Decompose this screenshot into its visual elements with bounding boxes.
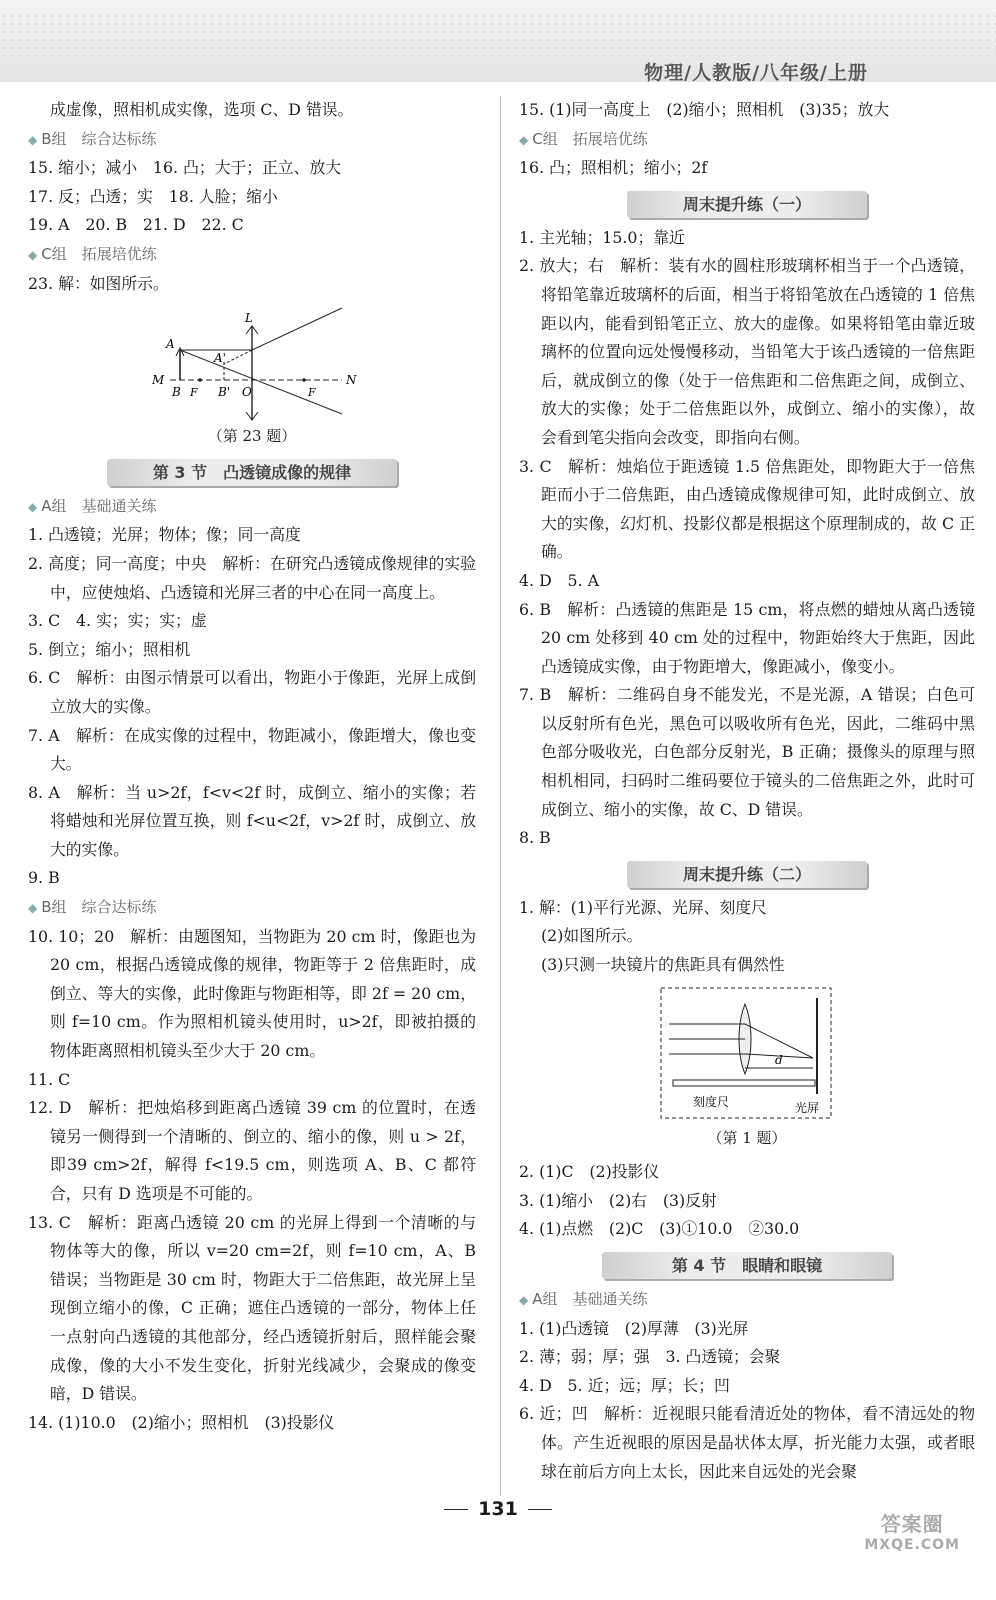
answer-line: 4. D 5. 近；远；厚；长；凹 [519,1375,730,1395]
answer-line: 2. 高度；同一高度；中央 解析：在研究凸透镜成像规律的实验中，应使烛焰、凸透镜和光屏三者的中心在同一高度上。 [28,553,476,602]
group-heading: ◆ B组 综合达标练 [28,129,157,148]
fig-label: B [172,385,181,400]
answer-line: 1. 解：(1)平行光源、光屏、刻度尺 [519,897,767,917]
answer-line: 3. C 解析：烛焰位于距透镜 1.5 倍焦距处，即物距大于一倍焦距而小于二倍焦距，由凸透镜成像规律可知，此时成倒立、放大的实像，幻灯机、投影仪都是根据这个原理制成的，故 C 正确。 [519,456,975,562]
fig-label: F [308,386,316,400]
group-heading: ◆ A组 基础通关练 [28,496,157,515]
figure-caption: （第 23 题） [207,427,297,446]
diamond-icon: ◆ [519,1293,529,1307]
ray-backextension [224,350,252,364]
fig-label: F [190,386,198,400]
fig-label: O [242,385,252,400]
fig-label: A [166,337,175,352]
fig-label: B' [218,385,231,400]
ruler-shape [673,1080,815,1086]
answer-line: 12. D 解析：把烛焰移到距离凸透镜 39 cm 的位置时，在透镜另一侧得到一个清晰的、倒立的、缩小的像，则 u > 2f，即39 cm>2f，解得 f<19.5 cm，则选项 A、B、C 都符合，只有 D 选项是不可能的。 [28,1098,476,1203]
answer-line: 6. C 解析：由图示情景可以看出，物距小于像距，光屏上成倒立放大的实像。 [28,668,476,716]
diamond-icon: ◆ [519,132,529,147]
figure-1-focal-setup [657,984,837,1124]
answer-line: 7. A 解析：在成实像的过程中，物距减小，像距增大，像也变大。 [28,725,476,774]
fig-label: 刻度尺 [693,1094,730,1109]
answer-line: 16. 凸；照相机；缩小；2f [519,158,708,178]
answer-line: 2. (1)C (2)投影仪 [519,1162,660,1182]
answer-line: 11. C [28,1069,71,1089]
left-column [28,96,476,1437]
fig-label: M [152,373,165,388]
answer-line: 6. 近；凹 解析：近视眼只能看清近处的物体，看不清远处的物体。产生近视眼的原因是晶状体太厚，折光能力太强，或者眼球在前后方向上太长，因此来自远处的光会聚 [519,1404,975,1481]
header-dot-pattern [0,12,996,56]
figure-caption: （第 1 题） [707,1128,787,1147]
group-heading: ◆ C组 拓展培优练 [28,244,157,263]
fig-label: L [245,311,253,326]
answer-line: 3. C 4. 实；实；实；虚 [28,611,207,631]
group-heading: ◆ C组 拓展培优练 [519,129,648,148]
answer-line: 13. C 解析：距离凸透镜 20 cm 的光屏上得到一个清晰的与物体等大的像，所以 v=20 cm=2f，则 f=10 cm，A、B 错误；当物距是 30 cm 时，物距大于二倍焦距，故光屏上呈现倒立缩小的像，C 正确；遮住凸透镜的一部分，物体上任一点射向凸透镜的其他部分，经凸透镜折射后，照样能会聚成像，像的大小不发生变化，折射光线减少，会聚成的像变暗，D 错误。 [28,1212,476,1404]
answer-line: 成虚像，照相机成实像，选项 C、D 错误。 [50,100,354,119]
answer-line: 8. B [519,828,551,848]
watermark: 答案圈 MXQE.COM [864,1512,960,1553]
answer-line: 4. D 5. A [519,570,600,590]
dash-left [444,1509,468,1510]
section-heading: 周末提升练（二） [627,861,867,888]
answer-line: 19. A 20. B 21. D 22. C [28,215,244,235]
group-heading: ◆ A组 基础通关练 [519,1290,648,1308]
fig-label: d [775,1052,783,1067]
answer-line: (3)只测一块镜片的焦距具有偶然性 [541,955,785,975]
figure-23-lens-diagram [142,302,362,422]
answer-line: 4. (1)点燃 (2)C (3)①10.0 ②30.0 [519,1219,800,1239]
focal-point [198,378,202,382]
answer-line: 14. (1)10.0 (2)缩小；照相机 (3)投影仪 [28,1412,335,1432]
answer-line: 10. 10；20 解析：由题图知，当物距为 20 cm 时，像距也为 20 cm，根据凸透镜成像的规律，物距等于 2 倍焦距时，成倒立、等大的实像，此时像距与物距相等，即 2f = 20 cm，则 f=10 cm。作为照相机镜头使用时，u>2f，即被拍摄的物体距离照相机镜头至少大于 20 cm。 [28,926,476,1061]
dash-right [528,1509,552,1510]
answer-line: 9. B [28,868,60,888]
group-heading: ◆ B组 综合达标练 [28,898,157,917]
focal-point [302,378,306,382]
answer-line: 1. 主光轴；15.0；靠近 [519,227,685,247]
column-divider [500,96,501,1496]
book-title: 物理/人教版/八年级/上册 [644,62,868,84]
section-heading: 第 4 节 眼睛和眼镜 [602,1252,892,1279]
page-number: 131 [0,1498,996,1520]
answer-line: 5. 倒立；缩小；照相机 [28,639,191,659]
answer-line: 2. 薄；弱；厚；强 3. 凸透镜；会聚 [519,1347,781,1367]
fig-label: 光屏 [795,1100,820,1115]
diamond-icon: ◆ [28,247,38,262]
answer-line: 1. 凸透镜；光屏；物体；像；同一高度 [28,525,301,545]
answer-line: 1. (1)凸透镜 (2)厚薄 (3)光屏 [519,1318,749,1338]
answer-line: 3. (1)缩小 (2)右 (3)反射 [519,1190,717,1210]
diamond-icon: ◆ [28,901,38,916]
fig-label: N [346,373,357,388]
section-heading: 第 3 节 凸透镜成像的规律 [107,459,397,486]
answer-line: 23. 解：如图所示。 [28,273,169,293]
right-column [519,96,975,1486]
answer-line: 15. 缩小；减小 16. 凸；大于；正立、放大 [28,158,342,178]
diamond-icon: ◆ [28,132,38,147]
section-heading: 周末提升练（一） [627,191,867,218]
diamond-icon: ◆ [28,499,38,514]
ray-center [180,350,342,414]
answer-line: 7. B 解析：二维码自身不能发光，不是光源，A 错误；白色可以反射所有色光，黑色可以吸收所有色光，因此，二维码中黑色部分吸收光，白色部分反射光，B 正确；摄像头的原理与照相机相同，扫码时二维码要位于镜头的二倍焦距之外，此时可成倒立、缩小的实像，故 C、D 错误。 [519,685,975,819]
ray-refracted [252,308,342,350]
answer-line: 15. (1)同一高度上 (2)缩小；照相机 (3)35；放大 [519,100,890,119]
answer-line: 17. 反；凸透；实 18. 人脸；缩小 [28,186,278,206]
answer-line: 6. B 解析：凸透镜的焦距是 15 cm，将点燃的蜡烛从离凸透镜20 cm 处移到 40 cm 处的过程中，物距始终大于焦距，因此凸透镜成实像，由于物距增大，像距减小，像变小。 [519,599,975,676]
answer-line: (2)如图所示。 [541,926,643,946]
answer-line: 2. 放大；右 解析：装有水的圆柱形玻璃杯相当于一个凸透镜，将铅笔靠近玻璃杯的后面，相当于将铅笔放在凸透镜的 1 倍焦距以内，能看到铅笔正立、放大的虚像。如果将铅笔由靠近玻璃杯的位置向远处慢慢移动，当铅笔大于该凸透镜的一倍焦距后，就成倒立的像（处于一倍焦距和二倍焦距之间，成倒立、放大的实像；处于二倍焦距以外，成倒立、缩小的实像），故会看到笔尖指向会改变，即指向右侧。 [519,256,975,447]
fig-label: A' [214,351,226,366]
answer-line: 8. A 解析：当 u>2f，f<v<2f 时，成倒立、缩小的实像；若将蜡烛和光屏位置互换，则 f<u<2f，v>2f 时，成倒立、放大的实像。 [28,782,476,859]
